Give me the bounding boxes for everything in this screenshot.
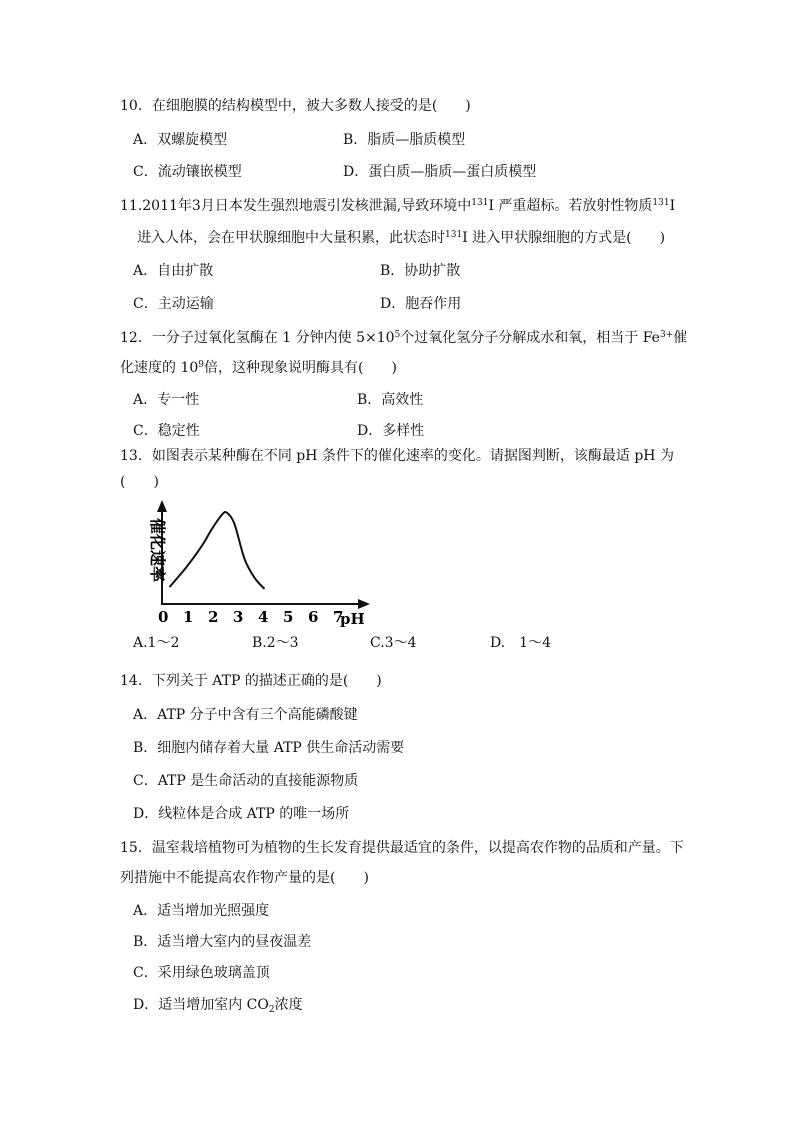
x-tick-label: 4 [258, 608, 269, 626]
q12-option-c: C．稳定性 [133, 423, 200, 439]
q12-option-b: B．高效性 [357, 392, 424, 408]
q11-stem-text: I 严重超标。若放射性物质 [488, 198, 653, 214]
q12-stem-line1 [120, 328, 687, 348]
q12-superscript: 5 [394, 330, 401, 340]
y-axis-label: 催化速率 [148, 518, 167, 583]
q11-stem-text: 进入人体，会在甲状腺细胞中大量积累，此状态时 [137, 230, 445, 246]
q14-stem: 14．下列关于 ATP 的描述正确的是( ) [120, 673, 382, 689]
q13-option-a: A.1～2 [133, 635, 180, 651]
q11-stem-text: I [669, 198, 676, 214]
q11-stem-line2 [137, 228, 665, 248]
x-tick-label: 6 [308, 608, 319, 626]
q11-option-a: A．自由扩散 [133, 263, 214, 279]
q15-option-a: A．适当增加光照强度 [133, 903, 270, 919]
q10-stem: 10．在细胞膜的结构模型中，被大多数人接受的是( ) [120, 98, 471, 114]
q12-stem-line2 [120, 358, 397, 378]
q15-subscript: 2 [268, 1005, 275, 1015]
x-tick-label: 5 [283, 608, 294, 626]
q14-option-d: D．线粒体是合成 ATP 的唯一场所 [133, 806, 350, 822]
q10-option-d: D．蛋白质—脂质—蛋白质模型 [343, 164, 537, 180]
q13-option-b: B.2～3 [252, 635, 299, 651]
q11-superscript: 131 [445, 230, 463, 240]
q12-option-d: D．多样性 [357, 423, 425, 439]
q15-option-d [133, 995, 303, 1015]
q10-option-c: C．流动镶嵌模型 [133, 164, 242, 180]
x-tick-label: 3 [233, 608, 244, 626]
q14-option-b: B．细胞内储存着大量 ATP 供生命活动需要 [133, 740, 405, 756]
q12-option-a: A．专一性 [133, 392, 200, 408]
q14-option-a: A．ATP 分子中含有三个高能磷酸键 [133, 707, 358, 723]
x-tick-label: 1 [183, 608, 194, 626]
q12-stem-text: 催 [673, 330, 688, 346]
q11-superscript: 131 [471, 198, 489, 208]
q12-stem-text: 12．一分子过氧化氢酶在 1 分钟内使 5×10 [120, 330, 395, 346]
q15-option-d-text: 浓度 [274, 997, 303, 1013]
q13-stem-line2: ( ) [120, 474, 159, 490]
y-axis-arrow [157, 500, 167, 512]
q12-superscript: 9 [198, 360, 204, 370]
rate-curve [170, 512, 265, 589]
q14-option-c: C．ATP 是生命活动的直接能源物质 [133, 773, 359, 789]
q12-stem-text: 倍，这种现象说明酶具有( ) [204, 360, 397, 376]
x-tick-label: 7 [333, 608, 344, 626]
q13-option-c: C.3～4 [370, 635, 417, 651]
q12-superscript: 3+ [659, 330, 674, 340]
q15-option-b: B．适当增大室内的昼夜温差 [133, 934, 312, 950]
x-tick-label: 2 [208, 608, 219, 626]
ph-catalysis-chart [124, 496, 374, 628]
q13-stem-line1: 13．如图表示某种酶在不同 pH 条件下的催化速率的变化。请据图判断，该酶最适 pH 为 [120, 448, 674, 464]
q11-superscript: 131 [652, 198, 670, 208]
q13-option-d: D. 1～4 [490, 635, 551, 651]
x-tick-label: 0 [158, 608, 169, 626]
q15-option-c: C．采用绿色玻璃盖顶 [133, 965, 270, 981]
q12-stem-text: 个过氧化氢分子分解成水和氧，相当于 Fe [400, 330, 660, 346]
x-tick-labels [158, 608, 343, 626]
q11-option-c: C．主动运输 [133, 296, 214, 312]
q11-option-b: B．协助扩散 [380, 263, 461, 279]
chart-axes [157, 500, 370, 609]
q12-stem-text: 化速度的 10 [120, 360, 199, 376]
x-axis-label: pH [340, 610, 365, 628]
q10-option-b: B．脂质—脂质模型 [343, 132, 466, 148]
q15-stem-line1: 15．温室栽培植物可为植物的生长发育提供最适宜的条件，以提高农作物的品质和产量。下 [120, 840, 684, 856]
q11-stem-text: 11.2011年3月日本发生强烈地震引发核泄漏,导致环境中 [120, 198, 472, 214]
q11-stem-text: I 进入甲状腺细胞的方式是( ) [462, 230, 666, 246]
q11-option-d: D．胞吞作用 [380, 296, 462, 312]
q10-option-a: A．双螺旋模型 [133, 132, 228, 148]
q11-stem-line1 [120, 196, 675, 216]
x-axis-arrow [358, 599, 370, 609]
q15-stem-line2: 列措施中不能提高农作物产量的是( ) [120, 870, 369, 886]
q15-option-d-text: D．适当增加室内 CO [133, 997, 269, 1013]
